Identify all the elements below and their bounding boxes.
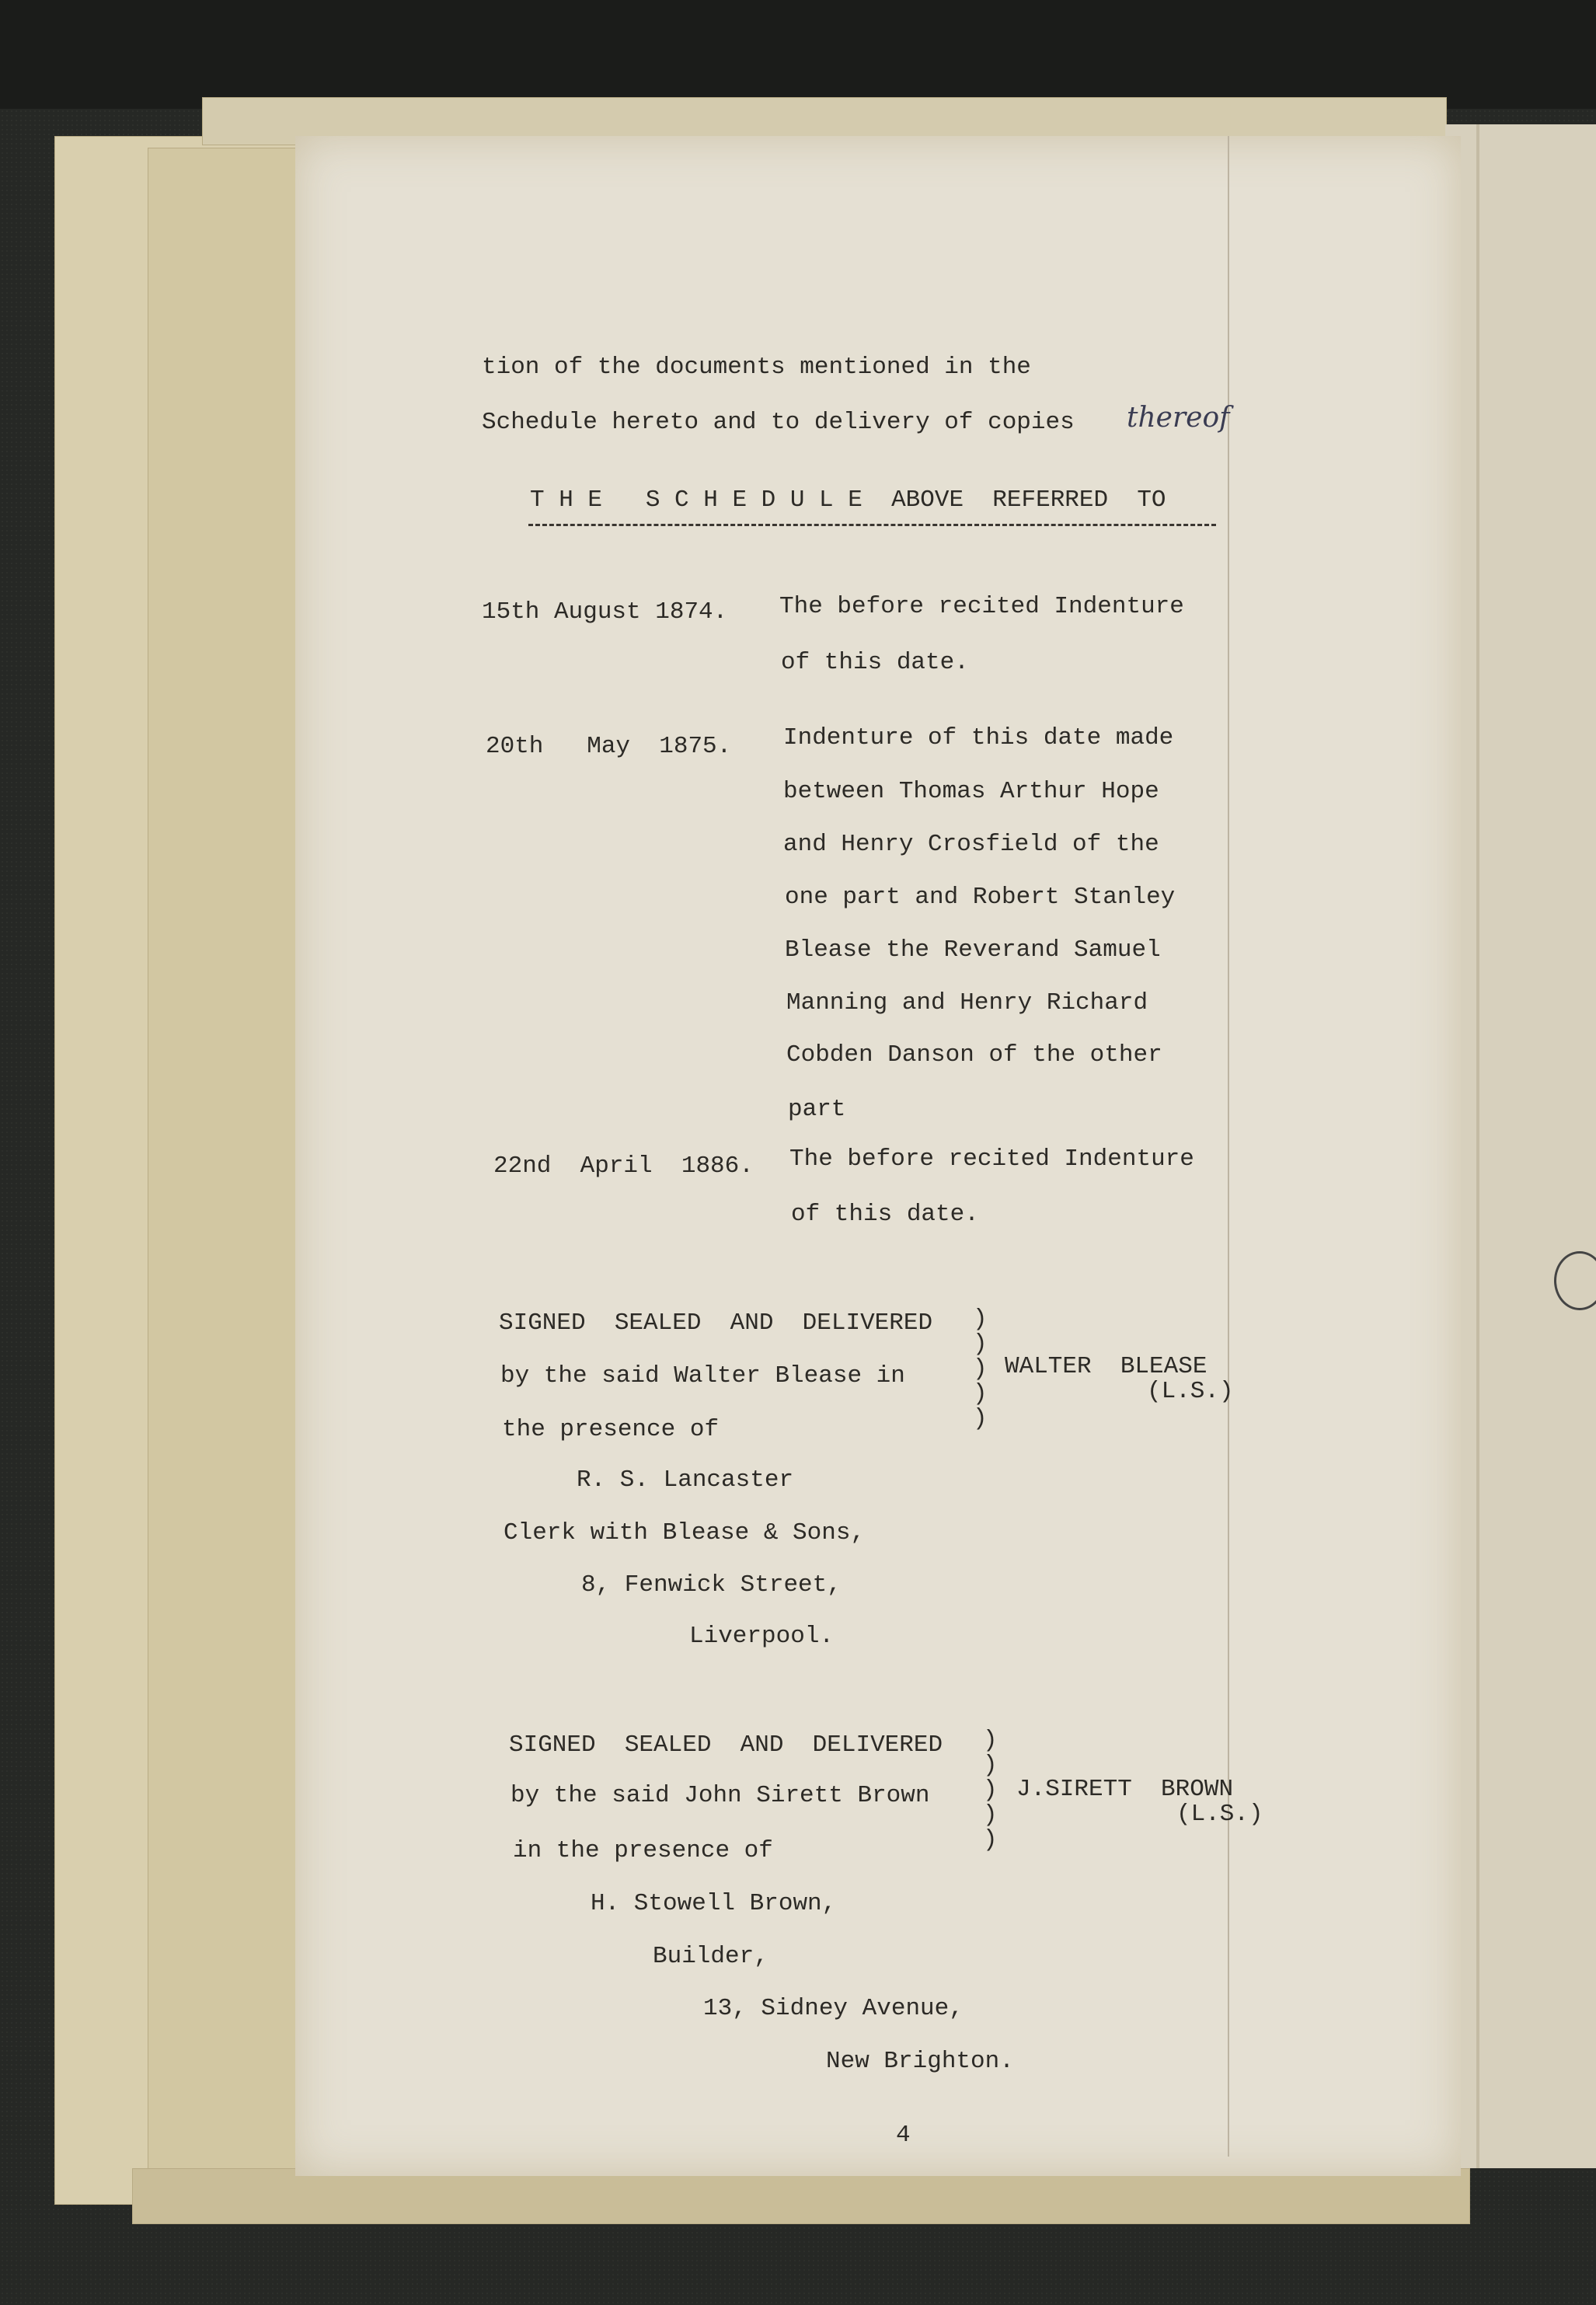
schedule-text: The before recited Indenture [789, 1146, 1194, 1173]
intro-line-1: tion of the documents mentioned in the [482, 354, 1031, 381]
signature-bracket: ) [983, 1727, 998, 1754]
witness-line: 13, Sidney Avenue, [703, 1995, 964, 2022]
schedule-date: 22nd April 1886. [493, 1152, 754, 1180]
signature-bracket: ) [973, 1380, 988, 1407]
schedule-text: of this date. [791, 1201, 979, 1228]
page-stack-bottom [132, 2168, 1470, 2224]
seal-mark: (L.S.) [1176, 1801, 1263, 1828]
signature-clause: in the presence of [513, 1837, 773, 1864]
schedule-text: Blease the Reverand Samuel [785, 936, 1161, 964]
signature-bracket: ) [973, 1330, 988, 1358]
signature-bracket: ) [983, 1826, 998, 1853]
schedule-heading: T H E S C H E D U L E ABOVE REFERRED TO [530, 486, 1166, 514]
intro-line-2: Schedule hereto and to delivery of copies [482, 409, 1075, 436]
signature-bracket: ) [973, 1405, 988, 1432]
signature-clause: SIGNED SEALED AND DELIVERED [499, 1309, 933, 1337]
page-number: 4 [896, 2122, 911, 2149]
signature-bracket: ) [983, 1801, 998, 1829]
signatory-name: J.SIRETT BROWN [1016, 1776, 1234, 1803]
schedule-text: between Thomas Arthur Hope [783, 778, 1159, 805]
signature-bracket: ) [973, 1355, 988, 1383]
facing-page [1445, 124, 1596, 2168]
seal-mark: (L.S.) [1147, 1378, 1234, 1405]
witness-line: H. Stowell Brown, [591, 1890, 837, 1917]
schedule-text: Manning and Henry Richard [786, 989, 1148, 1017]
signature-bracket: ) [983, 1752, 998, 1779]
schedule-text: The before recited Indenture [779, 593, 1184, 620]
signatory-name: WALTER BLEASE [1005, 1353, 1207, 1380]
schedule-date: 20th May 1875. [486, 733, 732, 760]
signature-bracket: ) [973, 1306, 988, 1333]
witness-line: Clerk with Blease & Sons, [504, 1519, 866, 1547]
schedule-text: part [788, 1096, 846, 1123]
signature-clause: SIGNED SEALED AND DELIVERED [509, 1731, 943, 1759]
witness-line: 8, Fenwick Street, [581, 1571, 842, 1599]
witness-line: Liverpool. [689, 1623, 835, 1650]
schedule-text: and Henry Crosfield of the [783, 831, 1159, 858]
witness-line: R. S. Lancaster [577, 1466, 794, 1494]
margin-rule [1228, 136, 1229, 2157]
signature-clause: by the said Walter Blease in [500, 1362, 905, 1390]
witness-line: Builder, [653, 1943, 768, 1970]
signature-clause: the presence of [502, 1416, 720, 1443]
signature-bracket: ) [983, 1777, 998, 1804]
schedule-date: 15th August 1874. [482, 598, 728, 626]
schedule-text: Indenture of this date made [783, 724, 1174, 751]
schedule-text: Cobden Danson of the other [786, 1041, 1162, 1069]
heading-underline [528, 524, 1216, 526]
signature-clause: by the said John Sirett Brown [511, 1782, 930, 1809]
handwritten-annotation: thereof [1127, 402, 1230, 434]
schedule-text: one part and Robert Stanley [785, 884, 1176, 911]
witness-line: New Brighton. [826, 2048, 1014, 2075]
schedule-text: of this date. [781, 649, 969, 676]
